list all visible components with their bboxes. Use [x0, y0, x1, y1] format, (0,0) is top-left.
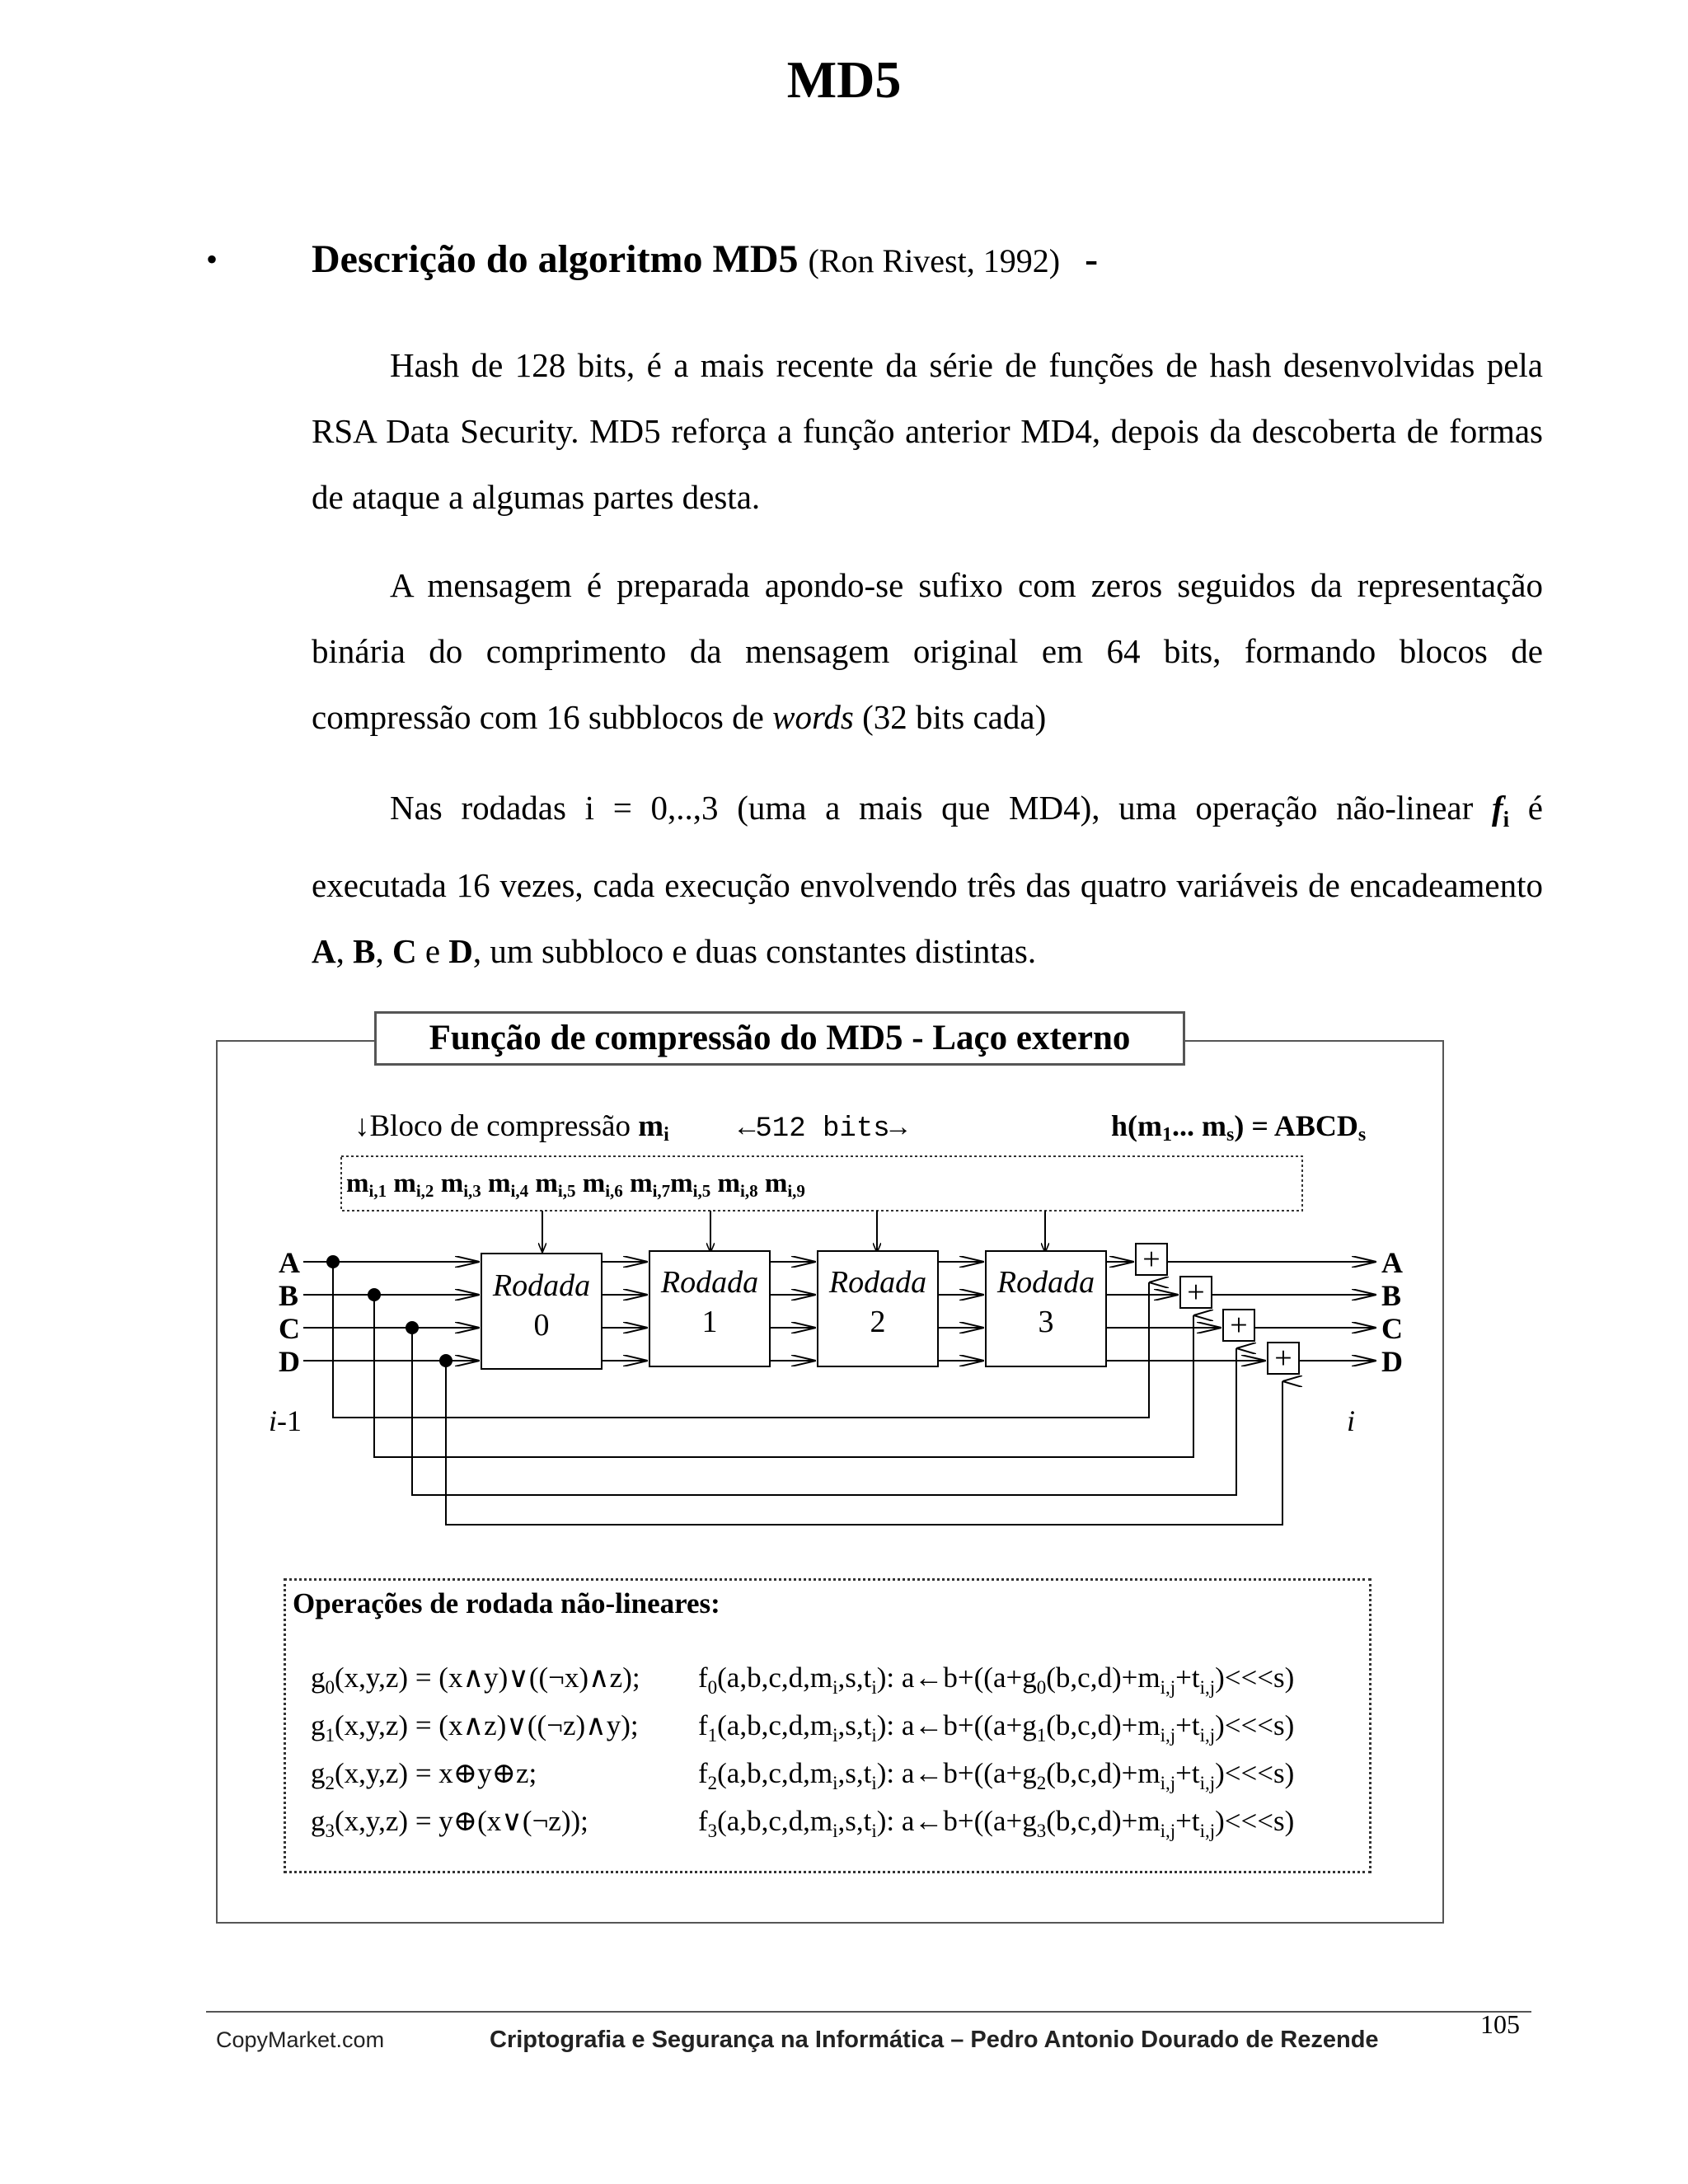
subblock-list: mi,1 mi,2 mi,3 mi,4 mi,5 mi,6 mi,7mi,5 mi,8 mi,9 [346, 1169, 805, 1201]
paragraph-1: Hash de 128 bits, é a mais recente da série de funções de hash desenvolvidas pela RSA Data Security. MD5 reforça a função anterior MD4, depois da descoberta de formas de ataque a algumas partes desta. [312, 346, 1543, 516]
operations-title: Operações de rodada não-lineares: [293, 1587, 720, 1619]
var-a: A [312, 932, 336, 971]
footer-site: CopyMarket.com [216, 2027, 385, 2052]
operation-row: $g_1(x,y,z)$ = (x∧z)∨((¬z)∧y); $f_1(a,b,c,d,m_i,s,t_i)$: $a\leftarrow b+((a+g_1(b,c,d)+m_{i,j}+t_{i,j})<<<s)$ [311, 1709, 1295, 1746]
heading-dash: - [1085, 237, 1099, 281]
paragraph-3-text-a: Nas rodadas i = 0,..,3 (uma a mais que MD4), uma operação não-linear [390, 789, 1492, 827]
footer-rule [206, 2011, 1531, 2013]
paragraph-3-sep1: , [335, 932, 354, 971]
round-2-word: Rodada [828, 1265, 927, 1300]
output-label-a: A [1381, 1246, 1403, 1279]
footer-book-title: Criptografia e Segurança na Informática – Pedro Antonio Dourado de Rezende [490, 2027, 1379, 2053]
round-1-word: Rodada [660, 1265, 759, 1300]
operations-box [284, 1578, 1372, 1873]
operation-row: $g_3(x,y,z)$ = y⊕(x∨(¬z)); $f_3(a,b,c,d,m_i,s,t_i)$: $a\leftarrow b+((a+g_3(b,c,d)+m_{i,j}+t_{i,j})<<<s)$ [311, 1805, 1295, 1841]
feedback-lines [333, 1262, 1282, 1525]
input-label-a: A [279, 1246, 300, 1279]
figure-title: Função de compressão do MD5 - Laço externo [374, 1011, 1185, 1066]
output-label-d: D [1381, 1345, 1403, 1378]
paragraph-3-f: f [1491, 789, 1503, 827]
paragraph-2-text: A mensagem é preparada apondo-se sufixo com zeros seguidos da representação binária do comprimento da mensagem original em 64 bits, formando blocos de compressão com 16 subblocos de [312, 566, 1543, 736]
output-label-c: C [1381, 1312, 1403, 1345]
operation-row: $g_0(x,y,z)$ = (x∧y)∨((¬x)∧z); $f_0(a,b,c,d,m_i,s,t_i)$: $a\leftarrow b+((a+g_0(b,c,d)+m_{i,j}+t_{i,j})<<<s)$ [311, 1661, 1295, 1698]
plus-icon: + [1187, 1275, 1205, 1310]
hash-formula: h(m1... ms) = ABCDs [1111, 1109, 1367, 1146]
plus-icon: + [1230, 1308, 1248, 1343]
round-2-number: 2 [870, 1305, 886, 1339]
down-arrow-icon: ↓ [354, 1109, 370, 1143]
input-label-c: C [279, 1312, 300, 1345]
bullet-icon: • [206, 241, 218, 278]
next-iteration-label: i [1347, 1404, 1356, 1437]
prev-iteration-label: i-1 [269, 1404, 302, 1437]
subblock-arrows [542, 1211, 1045, 1253]
output-label-b: B [1381, 1279, 1402, 1312]
paragraph-3-text-c: , um subbloco e duas constantes distintas. [472, 932, 1037, 971]
paragraph-3-sep2: , [375, 932, 392, 971]
var-b: B [353, 932, 376, 971]
paragraph-2-end: (32 bits cada) [853, 698, 1047, 736]
round-0-word: Rodada [492, 1268, 591, 1303]
input-label-b: B [279, 1279, 299, 1312]
plus-icon: + [1142, 1242, 1160, 1277]
round-3-number: 3 [1038, 1305, 1054, 1339]
paragraph-2-italic: words [772, 698, 854, 736]
operation-row: $g_2(x,y,z)$ = x⊕y⊕z; $f_2(a,b,c,d,m_i,s,t_i)$: $a\leftarrow b+((a+g_2(b,c,d)+m_{i,j}+t_{i,j})<<<s)$ [311, 1757, 1295, 1793]
bits-label: ←512 bits→ [738, 1113, 907, 1145]
paragraph-3-e: e [416, 932, 449, 971]
round-3-word: Rodada [996, 1265, 1095, 1300]
heading-main: Descrição do algoritmo MD5 [312, 237, 799, 281]
page-number: 105 [1480, 2009, 1520, 2039]
round-1-number: 1 [701, 1305, 718, 1339]
paragraph-3-f-sub: i [1503, 807, 1510, 832]
var-c: C [392, 932, 417, 971]
plus-icon: + [1274, 1341, 1292, 1376]
var-d: D [448, 932, 473, 971]
block-label: ↓Bloco de compressão mi [354, 1109, 669, 1146]
page-title: MD5 [786, 50, 902, 109]
input-lines [303, 1262, 480, 1361]
junction-dots [326, 1255, 452, 1367]
input-label-d: D [279, 1345, 300, 1378]
round-0-number: 0 [533, 1308, 550, 1343]
heading-author-year: (Ron Rivest, 1992) [808, 242, 1061, 279]
paragraph-3-text-b: é executada 16 vezes, cada execução envolvendo três das quatro variáveis de encadeamento [312, 789, 1543, 905]
